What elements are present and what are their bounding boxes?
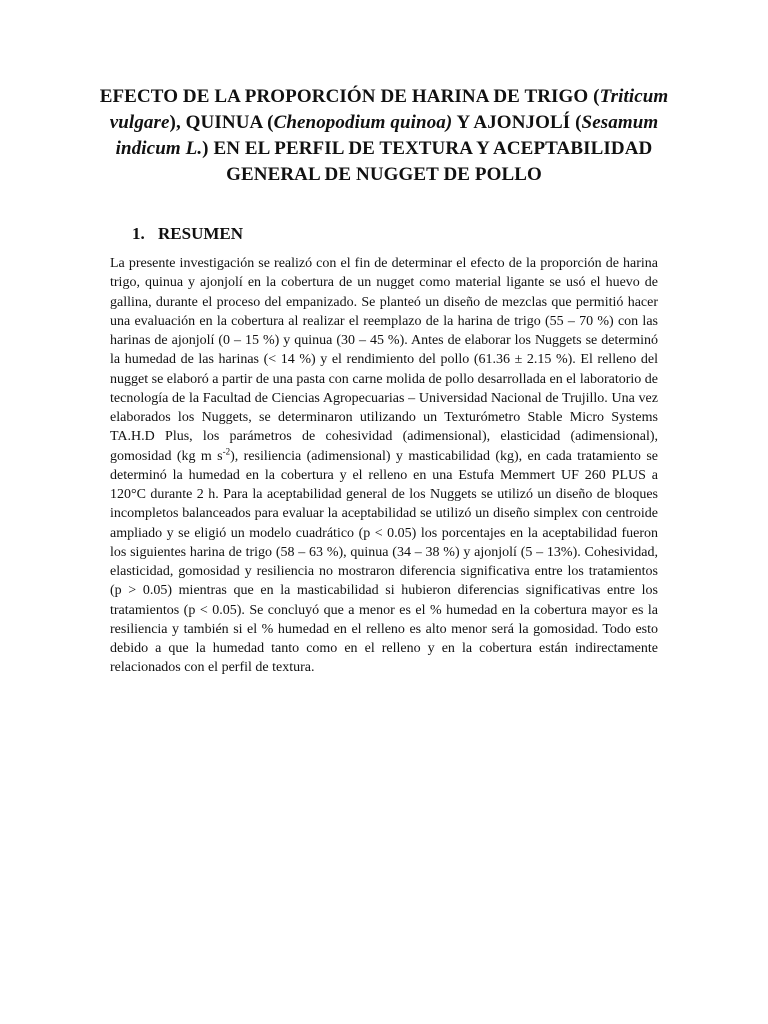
- section-title: RESUMEN: [158, 224, 244, 243]
- title-part-2: ), QUINUA (: [169, 112, 274, 133]
- title-part-1: EFECTO DE LA PROPORCIÓN DE HARINA DE TRIGO (: [99, 86, 600, 107]
- title-part-4: ) EN EL PERFIL DE TEXTURA Y ACEPTABILIDAD GENERAL DE NUGGET DE POLLO: [202, 138, 653, 185]
- title-species-sesamum: Sesamum indicum L.: [115, 112, 659, 159]
- section-heading-resumen: [132, 222, 243, 246]
- title-part-3: Y AJONJOLÍ (: [452, 112, 582, 133]
- title-species-triticum: Triticum vulgare: [109, 86, 669, 133]
- title-species-chenopodium: Chenopodium quinoa): [273, 112, 453, 133]
- abstract-superscript: -2: [222, 445, 231, 456]
- abstract-text-part-1: La presente investigación se realizó con el fin de determinar el efecto de la proporción de harina trigo, quinua y ajonjolí en la cobertura de un nugget como material ligante se usó el huevo de gallina, durante el proceso del empanizado. Se planteó un diseño de mezclas que permitió hacer una evaluación en la cobertura al realizar el reemplazo de la harina de trigo (55 – 70 %) con las harinas de ajonjolí (0 – 15 %) y quinua (30 – 45 %). Antes de elaborar los Nuggets se determinó la humedad de las harinas (< 14 %) y el rendimiento del pollo (61.36 ± 2.15 %). El relleno del nugget se elaboró a partir de una pasta con carne molida de pollo desarrollada en el laboratorio de tecnología de la Facultad de Ciencias Agropecuarias – Universidad Nacional de Trujillo. Una vez elaborados los Nuggets, se determinaron utilizando un Texturómetro Stable Micro Systems TA.H.D Plus, los parámetros de cohesividad (adimensional), elasticidad (adimensional), gomosidad (kg m s: [110, 256, 658, 464]
- section-number: 1.: [132, 224, 145, 243]
- abstract-paragraph: [110, 254, 658, 678]
- abstract-text-part-2: ), resiliencia (adimensional) y masticabilidad (kg), en cada tratamiento se determinó la humedad en la cobertura y el relleno en una Estufa Memmert UF 260 PLUS a 120°C durante 2 h. Para la aceptabilidad general de los Nuggets se utilizó un diseño de bloques incompletos balanceados para evaluar la aceptabilidad se utilizó un diseño simplex con centroide ampliado y se eligió un modelo cuadrático (p < 0.05) los porcentajes en la aceptabilidad fueron los siguientes harina de trigo (58 – 63 %), quinua (34 – 38 %) y ajonjolí (5 – 13%). Cohesividad, elasticidad, gomosidad y resiliencia no mostraron diferencia significativa entre los tratamientos (p > 0.05) mientras que en la masticabilidad si hubieron diferencias significativas entre los tratamientos (p < 0.05). Se concluyó que a menor es el % humedad en la cobertura mayor es la resiliencia y también si el % humedad en el relleno es alto menor será la gomosidad. Todo esto debido a que la humedad tanto como en el relleno y en la cobertura están indirectamente relacionados con el perfil de textura.: [110, 448, 658, 676]
- paper-title: [96, 84, 672, 188]
